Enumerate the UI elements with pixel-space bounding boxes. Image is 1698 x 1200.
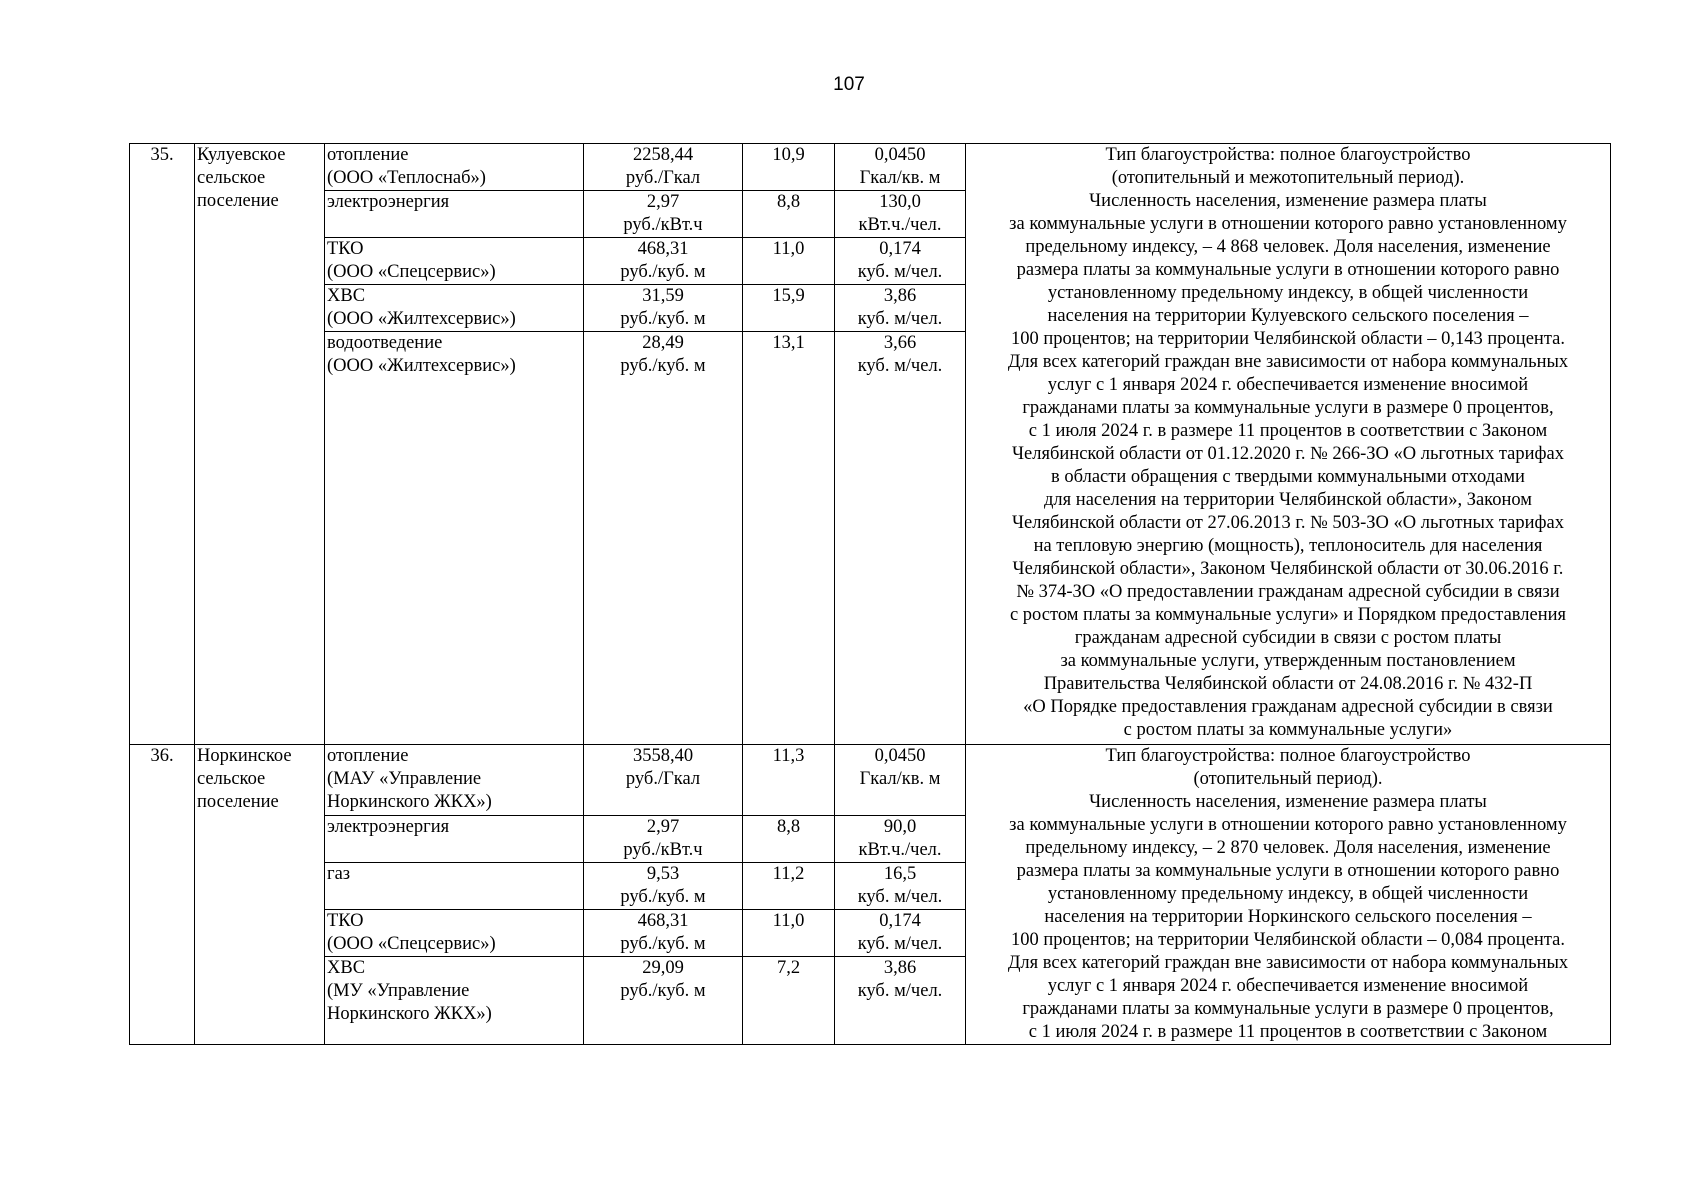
service-line: Норкинского ЖКХ») [327, 792, 492, 812]
description-line: гражданами платы за коммунальные услуги в размере 0 процентов, [1022, 398, 1554, 418]
tariff-cell [584, 332, 743, 745]
service-line: газ [327, 864, 351, 884]
norm-cell [835, 285, 966, 332]
service-line: электроэнергия [327, 192, 450, 212]
tariff-line: руб./куб. м [620, 356, 706, 376]
index-value: 10,9 [772, 145, 805, 165]
description-cell [966, 745, 1611, 1045]
settlement-name-cell [195, 144, 325, 745]
norm-line: 0,174 [879, 911, 921, 931]
tariff-line: 2,97 [646, 817, 680, 837]
row-number: 36. [150, 746, 174, 766]
index-value: 13,1 [772, 333, 805, 353]
norm-line: куб. м/чел. [857, 309, 943, 329]
service-line: (МАУ «Управление [327, 769, 482, 789]
description-line: предельному индексу, – 4 868 человек. Доля населения, изменение [1025, 237, 1551, 257]
description-line: № 374-ЗО «О предоставлении гражданам адресной субсидии в связи [1016, 582, 1560, 602]
norm-line: куб. м/чел. [857, 356, 943, 376]
description-line: гражданам адресной субсидии в связи с ростом платы [1074, 628, 1502, 648]
description-line: с ростом платы за коммунальные услуги» [1123, 720, 1453, 740]
description-line: размера платы за коммунальные услуги в отношении которого равно [1016, 260, 1560, 280]
table-row [130, 745, 1611, 816]
settlement-name-line: поселение [197, 792, 279, 812]
service-cell [325, 285, 584, 332]
description-line: гражданами платы за коммунальные услуги в размере 0 процентов, [1022, 999, 1554, 1019]
description-line: за коммунальные услуги в отношении которого равно установленному [1009, 214, 1567, 234]
index-value: 8,8 [776, 192, 801, 212]
service-cell [325, 816, 584, 863]
tariff-line: руб./куб. м [620, 309, 706, 329]
norm-line: 130,0 [879, 192, 921, 212]
settlement-name-line: Норкинское [197, 746, 292, 766]
description-line: 100 процентов; на территории Челябинской области – 0,084 процента. [1011, 930, 1565, 950]
norm-cell [835, 191, 966, 238]
description-line: на тепловую энергию (мощность), теплоноситель для населения [1033, 536, 1543, 556]
index-cell [743, 191, 835, 238]
tariff-cell [584, 910, 743, 957]
norm-line: 16,5 [883, 864, 917, 884]
settlement-name-cell [195, 745, 325, 1045]
service-line: ХВС [327, 958, 366, 978]
norm-line: кВт.ч./чел. [858, 840, 942, 860]
service-line: (ООО «Жилтехсервис») [327, 356, 516, 376]
index-cell [743, 332, 835, 745]
tariff-cell [584, 285, 743, 332]
row-number-cell [130, 745, 195, 1045]
row-number-cell [130, 144, 195, 745]
norm-cell [835, 957, 966, 1045]
norm-line: куб. м/чел. [857, 262, 943, 282]
service-cell [325, 332, 584, 745]
norm-line: Гкал/кв. м [859, 168, 941, 188]
norm-line: 90,0 [883, 817, 917, 837]
description-line: размера платы за коммунальные услуги в отношении которого равно [1016, 861, 1560, 881]
tariff-cell [584, 863, 743, 910]
service-line: ТКО [327, 911, 364, 931]
page-number: 107 [833, 74, 865, 95]
norm-line: куб. м/чел. [857, 887, 943, 907]
tariff-line: руб./куб. м [620, 981, 706, 1001]
tariff-table-body [130, 144, 1611, 1045]
description-line: в области обращения с твердыми коммунальными отходами [1051, 467, 1525, 487]
service-line: (ООО «Жилтехсервис») [327, 309, 516, 329]
norm-line: куб. м/чел. [857, 934, 943, 954]
tariff-table [129, 143, 1611, 1045]
description-line: Челябинской области», Законом Челябинской области от 30.06.2016 г. [1012, 559, 1564, 579]
norm-line: куб. м/чел. [857, 981, 943, 1001]
description-line: с 1 июля 2024 г. в размере 11 процентов в соответствии с Законом [1028, 1022, 1548, 1042]
service-line: ХВС [327, 286, 366, 306]
index-cell [743, 816, 835, 863]
norm-line: кВт.ч./чел. [858, 215, 942, 235]
description-line: Для всех категорий граждан вне зависимости от набора коммунальных [1007, 953, 1569, 973]
description-cell [966, 144, 1611, 745]
settlement-name-line: сельское [197, 769, 266, 789]
service-line: электроэнергия [327, 817, 450, 837]
service-cell [325, 910, 584, 957]
description-line: установленному предельному индексу, в общей численности [1047, 283, 1529, 303]
index-value: 8,8 [776, 817, 801, 837]
index-value: 7,2 [776, 958, 801, 978]
service-line: ТКО [327, 239, 364, 259]
tariff-cell [584, 745, 743, 816]
tariff-cell [584, 957, 743, 1045]
description-line: за коммунальные услуги, утвержденным постановлением [1060, 651, 1516, 671]
settlement-name-line: поселение [197, 191, 279, 211]
tariff-cell [584, 816, 743, 863]
tariff-line: 31,59 [642, 286, 684, 306]
service-line: отопление [327, 746, 409, 766]
tariff-line: 468,31 [637, 911, 689, 931]
service-line: (ООО «Спецсервис») [327, 934, 496, 954]
index-cell [743, 957, 835, 1045]
description-line: услуг с 1 января 2024 г. обеспечивается изменение вносимой [1047, 375, 1529, 395]
description-line: с 1 июля 2024 г. в размере 11 процентов в соответствии с Законом [1028, 421, 1548, 441]
description-line: за коммунальные услуги в отношении которого равно установленному [1009, 815, 1567, 835]
index-cell [743, 238, 835, 285]
norm-cell [835, 745, 966, 816]
norm-line: 3,86 [883, 286, 917, 306]
service-line: отопление [327, 145, 409, 165]
description-line: Челябинской области от 01.12.2020 г. № 266-ЗО «О льготных тарифах [1012, 444, 1564, 464]
tariff-line: 28,49 [642, 333, 684, 353]
tariff-line: руб./куб. м [620, 934, 706, 954]
service-cell [325, 745, 584, 816]
norm-line: 0,174 [879, 239, 921, 259]
service-cell [325, 863, 584, 910]
row-number: 35. [150, 145, 174, 165]
index-value: 11,0 [772, 239, 805, 259]
norm-cell [835, 816, 966, 863]
description-line: Челябинской области от 27.06.2013 г. № 503-ЗО «О льготных тарифах [1012, 513, 1564, 533]
norm-line: 3,86 [883, 958, 917, 978]
description-line: (отопительный период). [1193, 769, 1383, 789]
index-cell [743, 863, 835, 910]
description-line: услуг с 1 января 2024 г. обеспечивается изменение вносимой [1047, 976, 1529, 996]
tariff-line: руб./куб. м [620, 887, 706, 907]
index-value: 11,3 [772, 746, 805, 766]
index-cell [743, 285, 835, 332]
description-line: (отопительный и межотопительный период). [1111, 168, 1465, 188]
index-cell [743, 144, 835, 191]
service-line: (МУ «Управление [327, 981, 470, 1001]
table-row [130, 144, 1611, 191]
service-cell [325, 957, 584, 1045]
index-cell [743, 745, 835, 816]
tariff-cell [584, 144, 743, 191]
description-line: «О Порядке предоставления гражданам адресной субсидии в связи [1023, 697, 1553, 717]
description-line: Численность населения, изменение размера платы [1089, 191, 1487, 211]
tariff-line: руб./Гкал [625, 168, 701, 188]
service-line: (ООО «Теплоснаб») [327, 168, 486, 188]
norm-cell [835, 144, 966, 191]
tariff-line: 9,53 [646, 864, 680, 884]
settlement-name-line: сельское [197, 168, 266, 188]
description-line: Правительства Челябинской области от 24.08.2016 г. № 432-П [1043, 674, 1533, 694]
index-value: 15,9 [772, 286, 805, 306]
norm-cell [835, 863, 966, 910]
norm-line: 3,66 [883, 333, 917, 353]
settlement-name-line: Кулуевское [197, 145, 286, 165]
norm-cell [835, 910, 966, 957]
index-cell [743, 910, 835, 957]
tariff-line: 468,31 [637, 239, 689, 259]
description-line: Для всех категорий граждан вне зависимости от набора коммунальных [1007, 352, 1569, 372]
tariff-line: 2,97 [646, 192, 680, 212]
index-value: 11,0 [772, 911, 805, 931]
tariff-line: 29,09 [642, 958, 684, 978]
description-line: населения на территории Норкинского сельского поселения – [1044, 907, 1532, 927]
description-line: с ростом платы за коммунальные услуги» и Порядком предоставления [1009, 605, 1567, 625]
description-line: Численность населения, изменение размера платы [1089, 792, 1487, 812]
tariff-line: руб./кВт.ч [623, 840, 703, 860]
service-cell [325, 191, 584, 238]
service-line: водоотведение [327, 333, 443, 353]
description-line: Тип благоустройства: полное благоустройство [1105, 145, 1471, 165]
description-line: населения на территории Кулуевского сельского поселения – [1047, 306, 1529, 326]
index-value: 11,2 [772, 864, 805, 884]
tariff-line: руб./куб. м [620, 262, 706, 282]
norm-cell [835, 238, 966, 285]
norm-cell [835, 332, 966, 745]
description-line: для населения на территории Челябинской области», Законом [1044, 490, 1532, 510]
service-line: (ООО «Спецсервис») [327, 262, 496, 282]
tariff-cell [584, 191, 743, 238]
service-line: Норкинского ЖКХ») [327, 1004, 492, 1024]
tariff-line: 3558,40 [632, 746, 694, 766]
description-line: 100 процентов; на территории Челябинской области – 0,143 процента. [1011, 329, 1565, 349]
description-line: установленному предельному индексу, в общей численности [1047, 884, 1529, 904]
tariff-line: руб./Гкал [625, 769, 701, 789]
tariff-line: 2258,44 [632, 145, 694, 165]
description-line: предельному индексу, – 2 870 человек. Доля населения, изменение [1025, 838, 1551, 858]
description-line: Тип благоустройства: полное благоустройство [1105, 746, 1471, 766]
service-cell [325, 238, 584, 285]
norm-line: Гкал/кв. м [859, 769, 941, 789]
norm-line: 0,0450 [874, 145, 926, 165]
service-cell [325, 144, 584, 191]
norm-line: 0,0450 [874, 746, 926, 766]
tariff-cell [584, 238, 743, 285]
tariff-line: руб./кВт.ч [623, 215, 703, 235]
